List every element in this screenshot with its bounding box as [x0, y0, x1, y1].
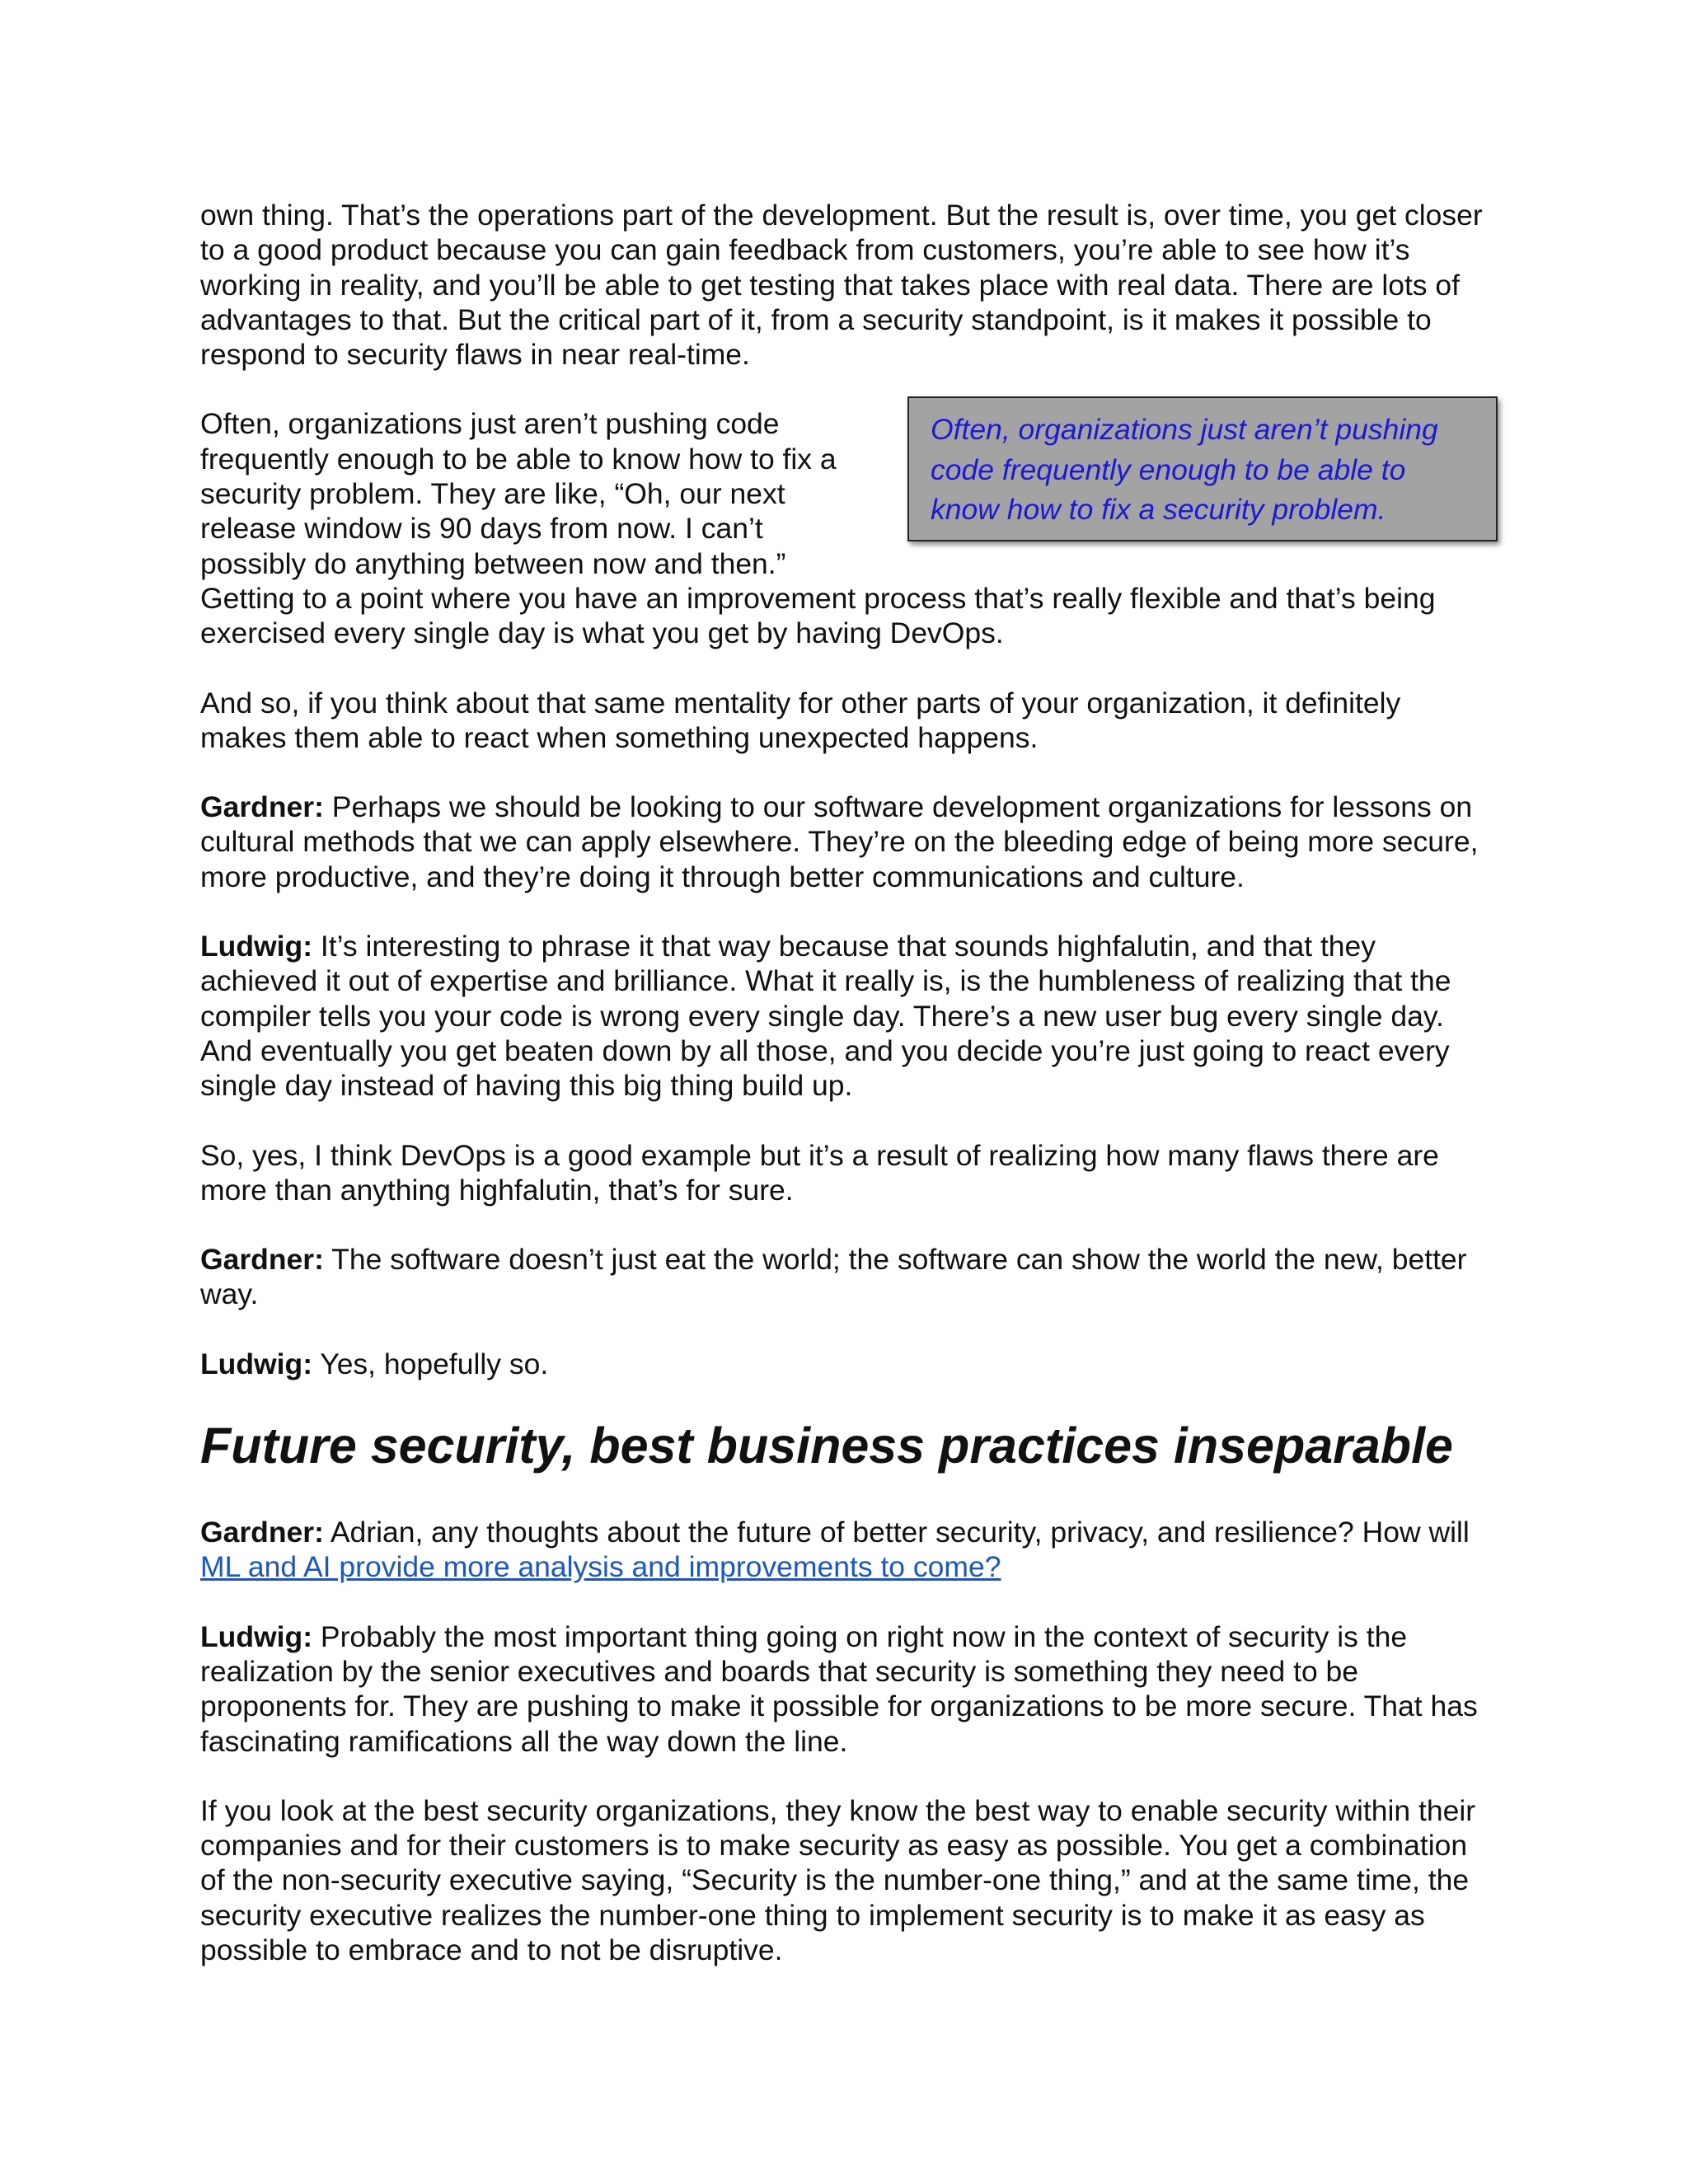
- paragraph-2: Often, organizations just aren’t pushing code frequently enough to be able to know how to fix a security problem. They are like, “Oh, our next release window is 90 days from now. I can’t possibly do anything between now and then.” Getting to a point where you have an improvement process that’s really flexible and that’s being exercised every single day is what you get by having DevOps.: [200, 407, 1436, 650]
- paragraph-6: So, yes, I think DevOps is a good example but it’s a result of realizing how many flaws there are more than anything highfalutin, that’s for sure.: [200, 1138, 1439, 1207]
- paragraph-ludwig-3: [200, 1619, 1490, 1759]
- speaker-label: Gardner:: [200, 1243, 324, 1277]
- section-heading: Future security, best business practices inseparable: [200, 1418, 1453, 1474]
- paragraph-1: own thing. That’s the operations part of the development. But the result is, over time, you get closer to a good product because you can gain feedback from customers, you’re able to see how it’s working in reality, and you’ll be able to get testing that takes place with real data. There are lots of advantages to that. But the critical part of it, from a security standpoint, is it makes it possible to respond to security flaws in near real-time.: [200, 199, 1483, 372]
- paragraph-text: Adrian, any thoughts about the future of better security, privacy, and resilience? How will: [323, 1516, 1470, 1549]
- paragraph-gardner-2: [200, 1242, 1490, 1312]
- speaker-label: Gardner:: [200, 790, 324, 824]
- paragraph-text: The software doesn’t just eat the world; the software can show the world the new, better way.: [200, 1243, 1467, 1311]
- paragraph-3: And so, if you think about that same mentality for other parts of your organization, it definitely makes them able to react when something unexpected happens.: [200, 686, 1401, 754]
- speaker-label: Ludwig:: [200, 930, 313, 963]
- speaker-label: Ludwig:: [200, 1619, 313, 1653]
- pullquote-section: [200, 406, 1490, 650]
- article-link[interactable]: ML and AI provide more analysis and improvements to come?: [200, 1550, 1001, 1584]
- pullquote-box: Often, organizations just aren’t pushing code frequently enough to be able to know how to fix a security problem.: [907, 396, 1498, 541]
- paragraph-gardner-1: [200, 790, 1490, 894]
- paragraph-ludwig-1: [200, 929, 1490, 1103]
- paragraph-ludwig-2: [200, 1347, 1490, 1381]
- paragraph-text: Probably the most important thing going on right now in the context of security is the realization by the senior executives and boards that security is something they need to be proponents for. They are pushing to make it possible for organizations to be more secure. That has fascinating ramifications all the way down the line.: [200, 1619, 1478, 1758]
- speaker-label: Ludwig:: [200, 1347, 313, 1380]
- paragraph-text: It’s interesting to phrase it that way because that sounds highfalutin, and that they achieved it out of expertise and brilliance. What it really is, is the humbleness of realizing that the compiler tells you your code is wrong every single day. There’s a new user bug every single day. And eventually you get beaten down by all those, and you decide you’re just going to react every single day instead of having this big thing build up.: [200, 930, 1451, 1103]
- speaker-label: Gardner:: [200, 1516, 324, 1549]
- paragraph-gardner-3: [200, 1515, 1490, 1585]
- paragraph-11: If you look at the best security organizations, they know the best way to enable security within their companies and for their customers is to make security as easy as possible. You get a combination of the non-security executive saying, “Security is the number-one thing,” and at the same time, the security executive realizes the number-one thing to implement security is to make it as easy as possible to embrace and to not be disruptive.: [200, 1793, 1476, 1966]
- paragraph-text: Perhaps we should be looking to our software development organizations for lessons on cultural methods that we can apply elsewhere. They’re on the bleeding edge of being more secure, more productive, and they’re doing it through better communications and culture.: [200, 790, 1479, 893]
- paragraph-text: Yes, hopefully so.: [312, 1347, 549, 1380]
- document-body: [200, 198, 1490, 2002]
